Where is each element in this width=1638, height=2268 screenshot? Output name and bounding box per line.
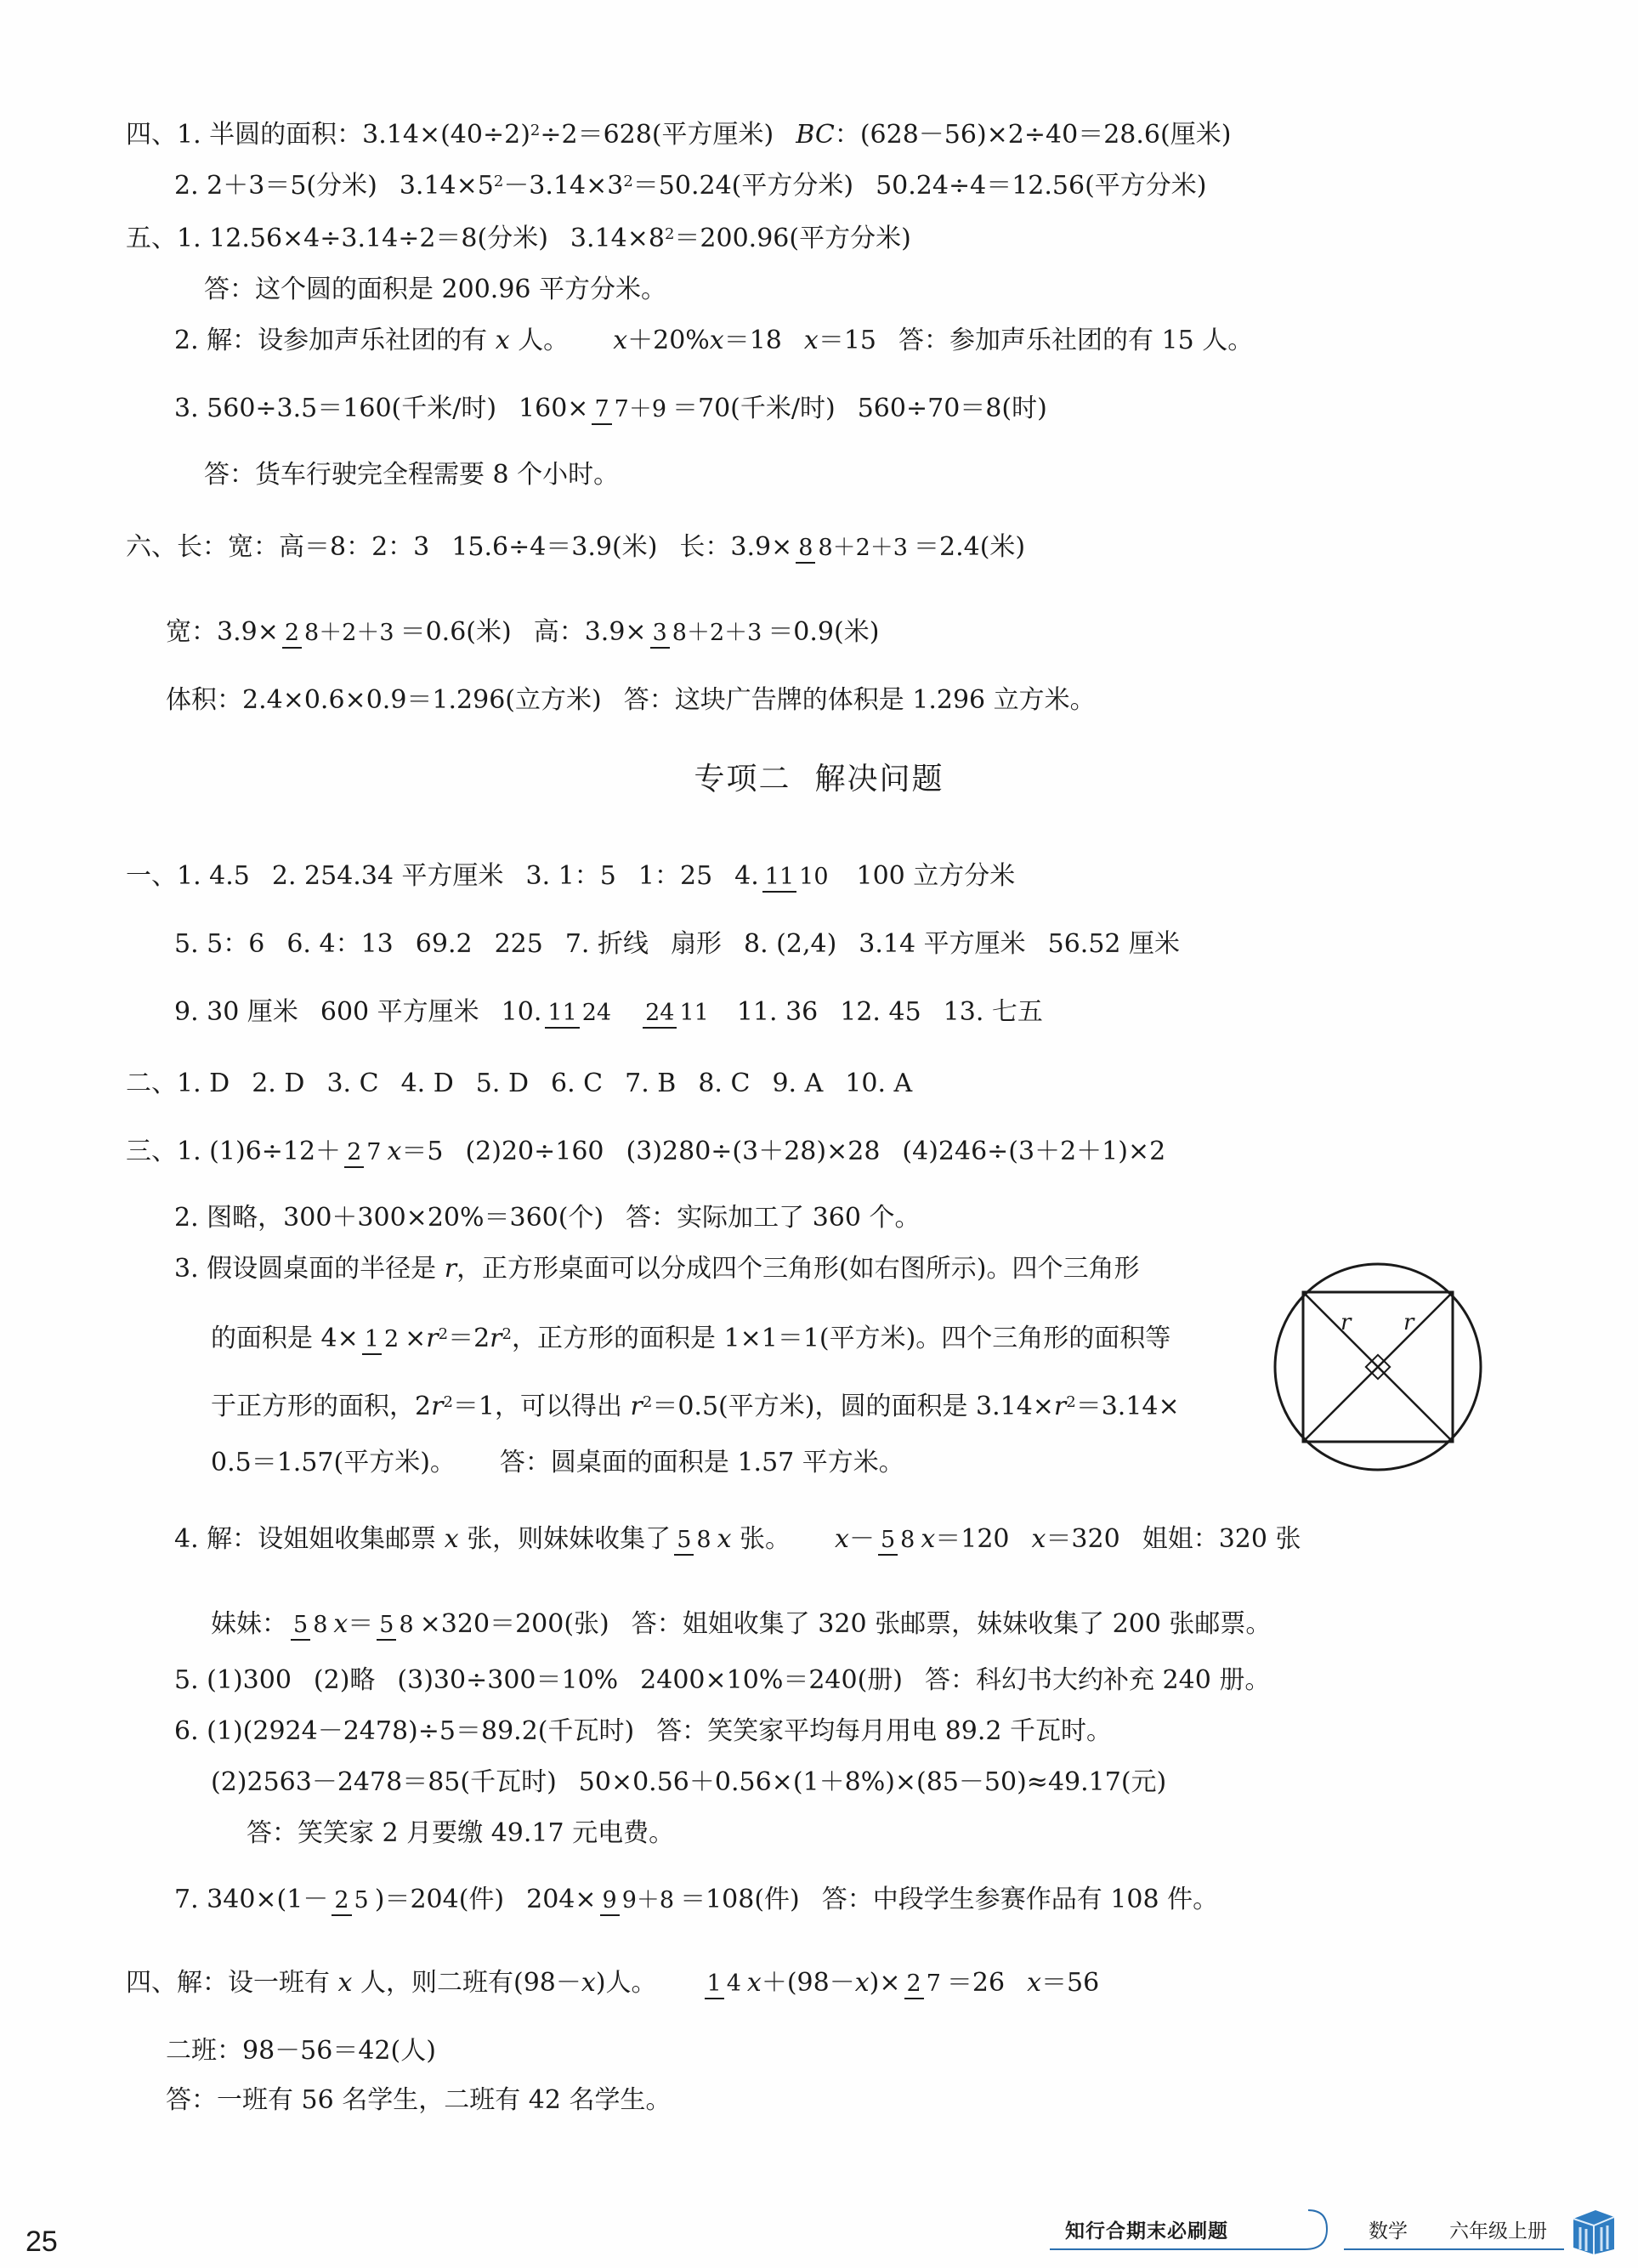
fraction: 24 11 — [643, 1000, 711, 1026]
s3-line3d: 0.5＝1.57(平方米)。 答：圆桌面的面积是 1.57 平方米。 — [211, 1448, 904, 1477]
fraction: 7 7＋9 — [592, 396, 669, 422]
series-title: 知行合期末必刷题 — [1065, 2220, 1228, 2242]
fraction: 5 8 — [674, 1527, 713, 1553]
fraction: 5 8 — [878, 1527, 917, 1553]
q5-line3: 3. 560÷3.5＝160(千米/时) 160× 7 7＋9 ＝70(千米/时) 560÷70＝8(时) — [174, 394, 1047, 423]
fraction: 1 2 — [362, 1326, 401, 1352]
s3-line7: 7. 340×(1－ 2 5 )＝204(件) 204× 9 9＋8 ＝108(件) 答：中段学生参赛作品有 108 件。 — [174, 1885, 1219, 1914]
s3-line6c: 答：笑笑家 2 月要缴 49.17 元电费。 — [247, 1818, 675, 1848]
s3-line2: 2. 图略，300＋300×20%＝360(个) 答：实际加工了 360 个。 — [174, 1203, 921, 1233]
s1-line3: 9. 30 厘米 600 平方厘米 10. 11 24 24 11 11. 36 12. 45 13. 七五 — [174, 997, 1043, 1027]
q5-answer1: 答：这个圆的面积是 200.96 平方分米。 — [204, 275, 667, 304]
heading-title: 解决问题 — [814, 762, 944, 797]
footer-banner — [1050, 2207, 1619, 2259]
q5-line1: 五、1. 12.56×4÷3.14÷2＝8(分米) $3.14\times 8^2=200.96$(平方分米) — [126, 224, 911, 253]
s2-choices: 二、1. D 2. D 3. C 4. D 5. D 6. C 7. B 8. C 9. A 10. A — [126, 1069, 913, 1098]
heading-part: 专项二 — [694, 762, 791, 797]
q6-line1: 六、长：宽：高＝8：2：3 15.6÷4＝3.9(米) 长：3.9× 8 8＋2＋3 ＝2.4(米) — [126, 532, 1026, 562]
q6-line3: 体积：2.4×0.6×0.9＝1.296(立方米) 答：这块广告牌的体积是 1.296 立方米。 — [166, 685, 1096, 715]
page-number: 25 — [26, 2225, 58, 2258]
s3-line3c: 于正方形的面积，$2r^2=1$，可以得出 $r^2=0.5$(平方米)，圆的面积是 $3.14\times r^2=3.14\times$ — [211, 1392, 1180, 1421]
q4-line1: 四、1. 半圆的面积：$3.14\times(40\div 2)^2\div 2=628$(平方厘米) BC：(628－56)×2÷40＝28.6(厘米) — [126, 120, 1232, 150]
q5-answer3: 答：货车行驶完全程需要 8 个小时。 — [204, 460, 620, 490]
fraction: 3 8＋2＋3 — [650, 620, 765, 646]
q4-line2: 2. 2＋3＝5(分米) $3.14\times 5^2-3.14\times 3^2=50.24$(平方分米) 50.24÷4＝12.56(平方分米) — [174, 171, 1207, 201]
s4-line2: 二班：98－56＝42(人) — [166, 2036, 436, 2066]
s3-line6b: (2)2563－2478＝85(千瓦时) 50×0.56＋0.56×(1＋8%)×(85－50)≈49.17(元) — [211, 1767, 1167, 1797]
q5-line2: 2. 解：设参加声乐社团的有 x 人。 x＋20%x＝18 x＝15 答：参加声乐社团的有 15 人。 — [174, 326, 1254, 355]
fraction: 5 8 — [291, 1612, 330, 1638]
s3-line4a: 4. 解：设姐姐收集邮票 x 张，则妹妹收集了 5 8 x 张。 x－ 5 8 x＝120 x＝320 姐姐：320 张 — [174, 1524, 1301, 1554]
s3-line3b: 的面积是 4× 1 $2 \times r^2=2r^2$，正方形的面积是 1×1＝1(平方米)。四个三角形的面积等 — [211, 1324, 1171, 1353]
fraction: 9 9＋8 — [600, 1887, 677, 1914]
radius-label: r — [1403, 1310, 1414, 1335]
fraction: 11 24 — [545, 1000, 614, 1026]
subject-label: 数学 — [1369, 2220, 1408, 2242]
fraction: 2 8＋2＋3 — [282, 620, 397, 646]
book-logo-icon — [1570, 2207, 1618, 2256]
s3-line4b: 妹妹： 5 8 x＝ 5 8 ×320＝200(张) 答：姐姐收集了 320 张邮票，妹妹收集了 200 张邮票。 — [211, 1609, 1272, 1639]
fraction: 2 7 — [904, 1970, 944, 1997]
fraction: 11 10 — [762, 864, 831, 890]
radius-label: r — [1340, 1310, 1352, 1335]
q6-line2: 宽：3.9× 2 8＋2＋3 ＝0.6(米) 高：3.9× 3 8＋2＋3 ＝0.9(米) — [166, 617, 880, 647]
fraction: 2 5 — [332, 1887, 371, 1914]
s3-line5: 5. (1)300 (2)略 (3)30÷300＝10% 2400×10%＝240(册) 答：科幻书大约补充 240 册。 — [174, 1665, 1271, 1695]
fraction: 1 4 — [705, 1970, 744, 1997]
s3-line3a: 3. 假设圆桌面的半径是 r，正方形桌面可以分成四个三角形(如右图所示)。四个三角形 — [174, 1254, 1140, 1284]
s1-line1: 一、1. 4.5 2. 254.34 平方厘米 3. 1：5 1：25 4. 11 10 100 立方分米 — [126, 861, 1016, 891]
fraction: 5 8 — [377, 1612, 416, 1638]
s4-line1: 四、解：设一班有 x 人，则二班有(98－x)人。 1 4 x＋(98－x)× 2 7 ＝26 x＝56 — [126, 1968, 1100, 1998]
s1-line2: 5. 5：6 6. 4：13 69.2 225 7. 折线 扇形 8. (2,4) 3.14 平方厘米 56.52 厘米 — [174, 929, 1181, 959]
s4-line3: 答：一班有 56 名学生，二班有 42 名学生。 — [166, 2085, 672, 2115]
section-heading — [0, 755, 1638, 798]
circle-square-figure — [1267, 1256, 1488, 1477]
grade-label: 六年级上册 — [1449, 2220, 1547, 2242]
fraction: 8 8＋2＋3 — [796, 535, 910, 561]
s3-line1: 三、1. (1)6÷12＋ 2 7 x＝5 (2)20÷160 (3)280÷(3＋28)×28 (4)246÷(3＋2＋1)×2 — [126, 1137, 1166, 1166]
s3-line6a: 6. (1)(2924－2478)÷5＝89.2(千瓦时) 答：笑笑家平均每月用电 89.2 千瓦时。 — [174, 1716, 1113, 1746]
fraction: 2 7 — [344, 1139, 383, 1165]
